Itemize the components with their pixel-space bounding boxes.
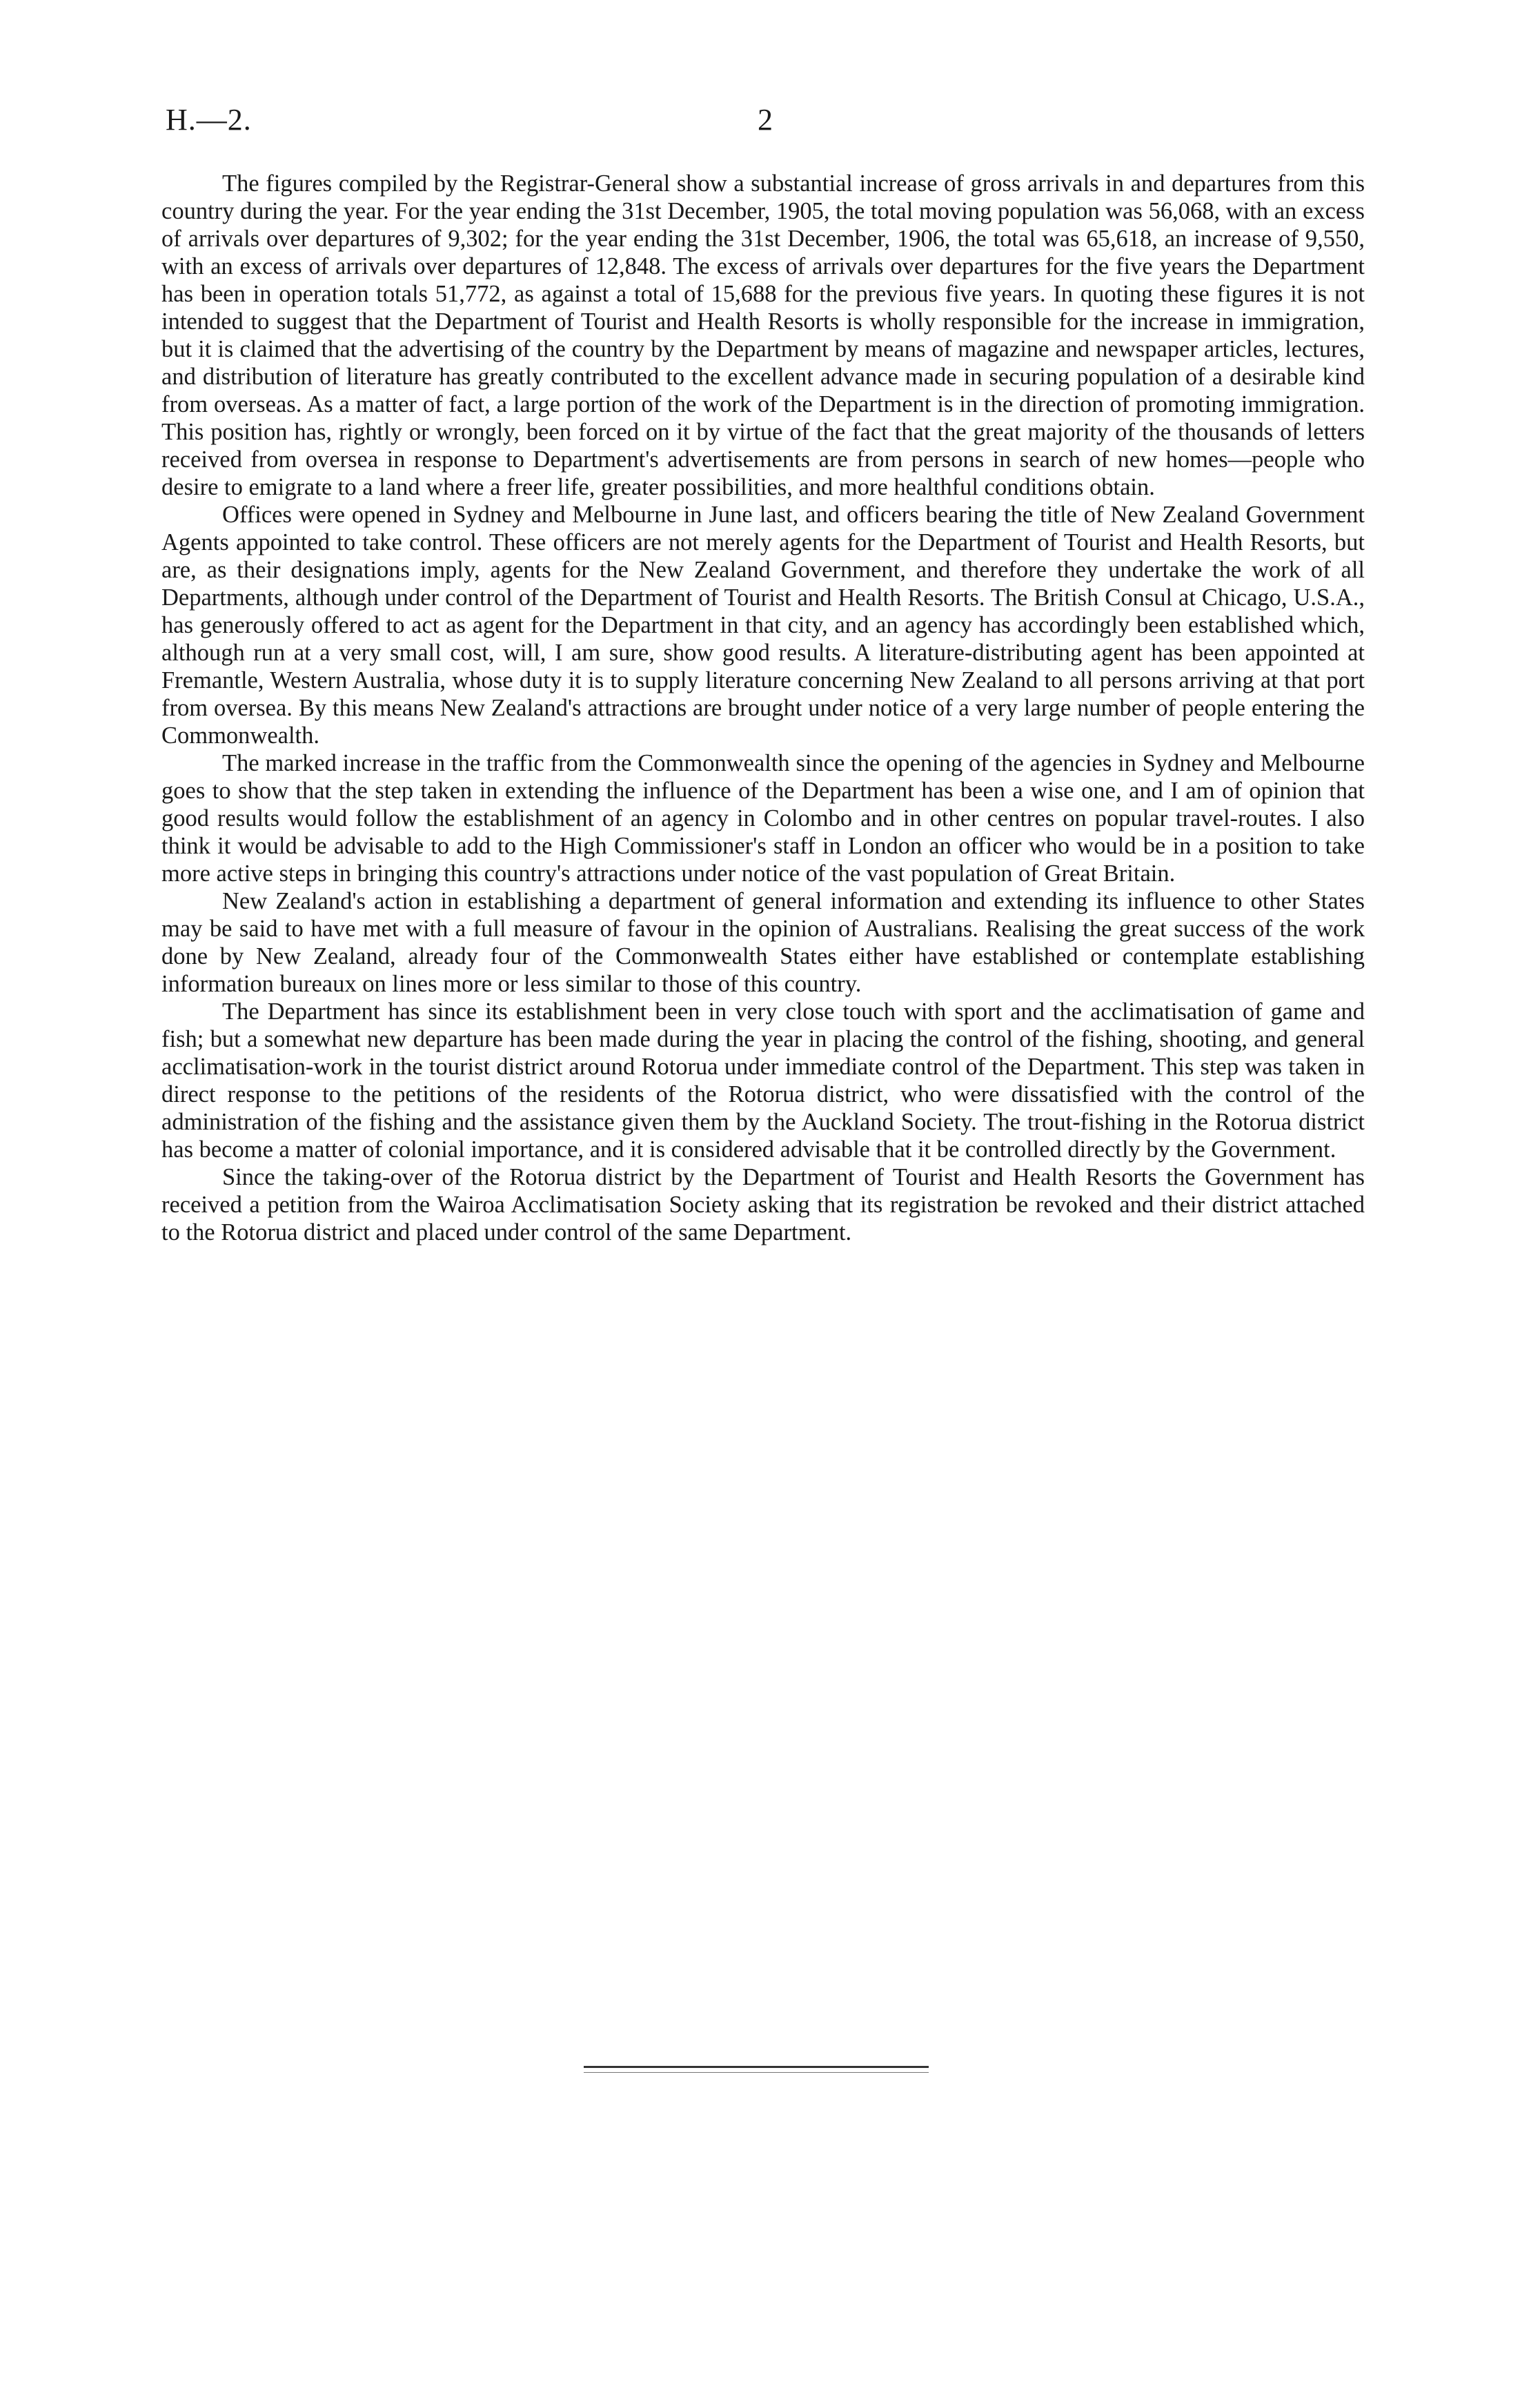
document-reference: H.—2. (166, 103, 252, 137)
paragraph-commonwealth-traffic: The marked increase in the traffic from the Commonwealth since the opening of the agencies in Sydney and Melbourne goes to show that the step taken in extending the influence of the Department has been a wise one, and I am of opinion that good results would follow the establishment of an agency in Colombo and in other centres on popular travel-routes. I also think it would be advisable to add to the High Commissioner's staff in London an officer who would be in a position to take more active steps in bringing this country's attractions under notice of the vast population of Great Britain. (161, 750, 1365, 887)
paragraph-agency-offices: Offices were opened in Sydney and Melbourne in June last, and officers bearing the title of New Zealand Government Agents appointed to take control. These officers are not merely agents for the Department of Tourist and Health Resorts, but are, as their designations imply, agents for the New Zealand Government, and therefore they undertake the work of all Departments, although under control of the Department of Tourist and Health Resorts. The British Consul at Chicago, U.S.A., has generously offered to act as agent for the Department in that city, and an agency has accordingly been established which, although run at a very small cost, will, I am sure, show good results. A literature-distributing agent has been appointed at Fremantle, Western Australia, whose duty it is to supply literature concerning New Zealand to all persons arriving at that port from oversea. By this means New Zealand's attractions are brought under notice of a very large number of people entering the Commonwealth. (161, 502, 1365, 749)
page-number: 2 (758, 103, 773, 137)
body-text (161, 170, 1365, 1246)
paragraph-immigration-figures: The figures compiled by the Registrar-General show a substantial increase of gross arrivals in and departures from this country during the year. For the year ending the 31st December, 1905, the total moving population was 56,068, with an excess of arrivals over departures of 9,302; for the year ending the 31st December, 1906, the total was 65,618, an increase of 9,550, with an excess of arrivals over departures of 12,848. The excess of arrivals over departures for the five years the Department has been in operation totals 51,772, as against a total of 15,688 for the previous five years. In quoting these figures it is not intended to suggest that the Department of Tourist and Health Resorts is wholly responsible for the increase in immigration, but it is claimed that the advertising of the country by the Department by means of magazine and newspaper articles, lectures, and distribution of literature has greatly contributed to the excellent advance made in securing population of a desirable kind from overseas. As a matter of fact, a large portion of the work of the Department is in the direction of promoting immigration. This position has, rightly or wrongly, been forced on it by virtue of the fact that the great majority of the thousands of letters received from oversea in response to Department's advertisements are from persons in search of new homes—people who desire to emigrate to a land where a freer life, greater possibilities, and more healthful conditions obtain. (161, 170, 1365, 500)
paragraph-acclimatisation: The Department has since its establishment been in very close touch with sport and the acclimatisation of game and fish; but a somewhat new departure has been made during the year in placing the control of the fishing, shooting, and general acclimatisation-work in the tourist district around Rotorua under immediate control of the Department. This step was taken in direct response to the petitions of the residents of the Rotorua district, who were dissatisfied with the control of the administration of the fishing and the assistance given them by the Auckland Society. The trout-fishing in the Rotorua district has become a matter of colonial importance, and it is considered advisable that it be controlled directly by the Government. (161, 998, 1365, 1163)
closing-rule (584, 2066, 929, 2073)
paragraph-wairoa-petition: Since the taking-over of the Rotorua district by the Department of Tourist and Health Resorts the Government has received a petition from the Wairoa Acclimatisation Society asking that its registration be revoked and their district attached to the Rotorua district and placed under control of the same Department. (161, 1164, 1365, 1245)
paragraph-information-bureaux: New Zealand's action in establishing a department of general information and extending its influence to other States may be said to have met with a full measure of favour in the opinion of Australians. Realising the great success of the work done by New Zealand, already four of the Commonwealth States either have established or contemplate establishing information bureaux on lines more or less similar to those of this country. (161, 888, 1365, 997)
